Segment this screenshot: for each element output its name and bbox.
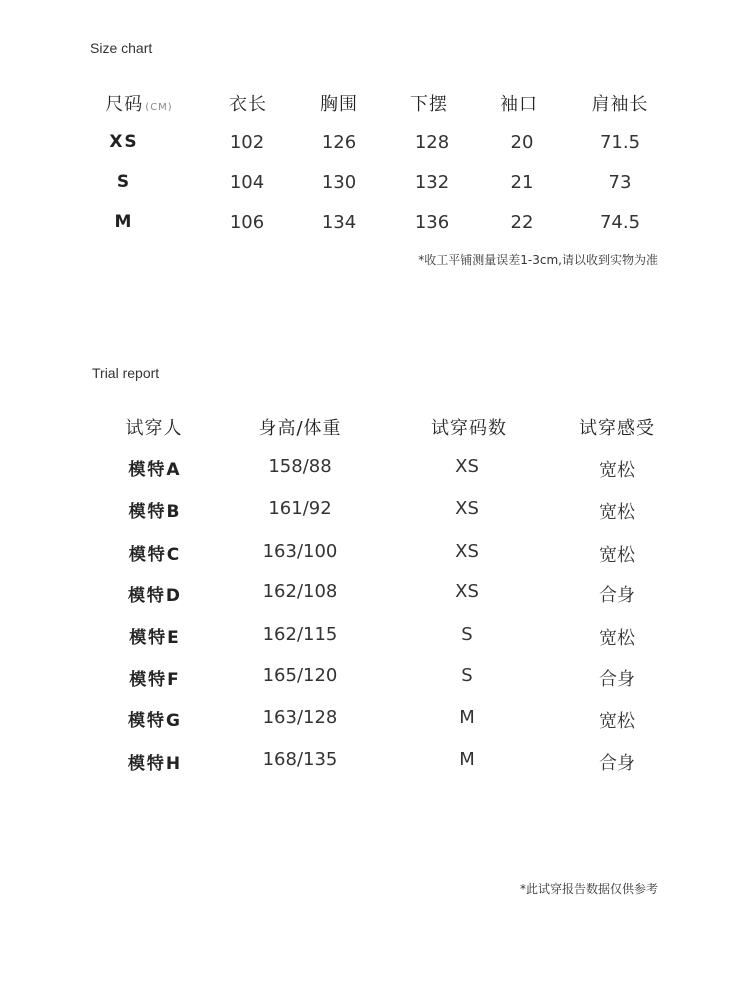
size-value: 20 xyxy=(510,132,534,153)
height-weight-value: 165/120 xyxy=(262,665,338,686)
trial-size-value: S xyxy=(461,665,473,686)
trial-size-header: 试穿码数 xyxy=(431,418,507,439)
trial-size-value: XS xyxy=(455,456,479,477)
trial-feel-value: 宽松 xyxy=(599,711,635,732)
model-label: 模特G xyxy=(128,711,182,731)
size-value: 102 xyxy=(229,132,265,153)
size-value: 126 xyxy=(321,132,357,153)
height-weight-value: 163/128 xyxy=(262,707,338,728)
trial-size-value: M xyxy=(459,749,475,770)
chest-header: 胸围 xyxy=(320,94,358,115)
model-label: 模特D xyxy=(127,586,183,606)
size-value: 71.5 xyxy=(599,132,641,153)
trial-feel-value: 宽松 xyxy=(599,460,635,481)
size-label: S xyxy=(116,172,132,192)
height-weight-value: 162/115 xyxy=(262,624,338,645)
trial-report-title: Trial report xyxy=(92,365,160,381)
model-label: 模特C xyxy=(128,545,182,565)
size-value: 104 xyxy=(229,172,265,193)
cuff-header: 袖口 xyxy=(500,94,538,115)
height-weight-value: 161/92 xyxy=(268,498,332,519)
size-label: M xyxy=(114,212,134,232)
size-value: 73 xyxy=(608,172,632,193)
unit-label: (CM) xyxy=(145,102,173,113)
model-label: 模特E xyxy=(129,628,181,648)
trial-feel-value: 合身 xyxy=(599,585,635,606)
hem-header: 下摆 xyxy=(410,94,448,115)
size-header xyxy=(105,90,172,116)
size-value: 132 xyxy=(414,172,450,193)
height-weight-header: 身高/体重 xyxy=(258,418,342,439)
trial-feel-value: 合身 xyxy=(599,669,635,690)
size-chart-note: *收工平铺测量误差1-3cm,请以收到实物为准 xyxy=(418,253,658,267)
trial-size-value: S xyxy=(461,624,473,645)
size-value: 21 xyxy=(510,172,534,193)
trial-feel-value: 宽松 xyxy=(599,628,635,649)
size-chart-title: Size chart xyxy=(90,40,153,56)
trial-feel-value: 宽松 xyxy=(599,502,635,523)
size-value: 74.5 xyxy=(599,212,641,233)
size-value: 128 xyxy=(414,132,450,153)
tester-header: 试穿人 xyxy=(125,418,183,439)
length-header: 衣长 xyxy=(229,94,267,115)
trial-size-value: XS xyxy=(455,541,479,562)
size-value: 22 xyxy=(510,212,534,233)
model-label: 模特H xyxy=(127,754,183,774)
size-value: 106 xyxy=(229,212,265,233)
height-weight-value: 168/135 xyxy=(262,749,338,770)
height-weight-value: 162/108 xyxy=(262,581,338,602)
trial-feel-header: 试穿感受 xyxy=(579,418,655,439)
trial-size-value: M xyxy=(459,707,475,728)
height-weight-value: 163/100 xyxy=(262,541,338,562)
model-label: 模特B xyxy=(128,502,182,522)
size-value: 136 xyxy=(414,212,450,233)
size-label: XS xyxy=(109,132,139,152)
trial-feel-value: 合身 xyxy=(599,753,635,774)
model-label: 模特F xyxy=(129,670,181,690)
trial-size-value: XS xyxy=(455,581,479,602)
trial-feel-value: 宽松 xyxy=(599,545,635,566)
model-label: 模特A xyxy=(128,460,182,480)
size-header-label: 尺码 xyxy=(105,94,144,115)
trial-size-value: XS xyxy=(455,498,479,519)
size-value: 130 xyxy=(321,172,357,193)
size-value: 134 xyxy=(321,212,357,233)
height-weight-value: 158/88 xyxy=(268,456,332,477)
shoulder-sleeve-header: 肩袖长 xyxy=(591,94,649,115)
trial-report-note: *此试穿报告数据仅供参考 xyxy=(519,882,658,896)
